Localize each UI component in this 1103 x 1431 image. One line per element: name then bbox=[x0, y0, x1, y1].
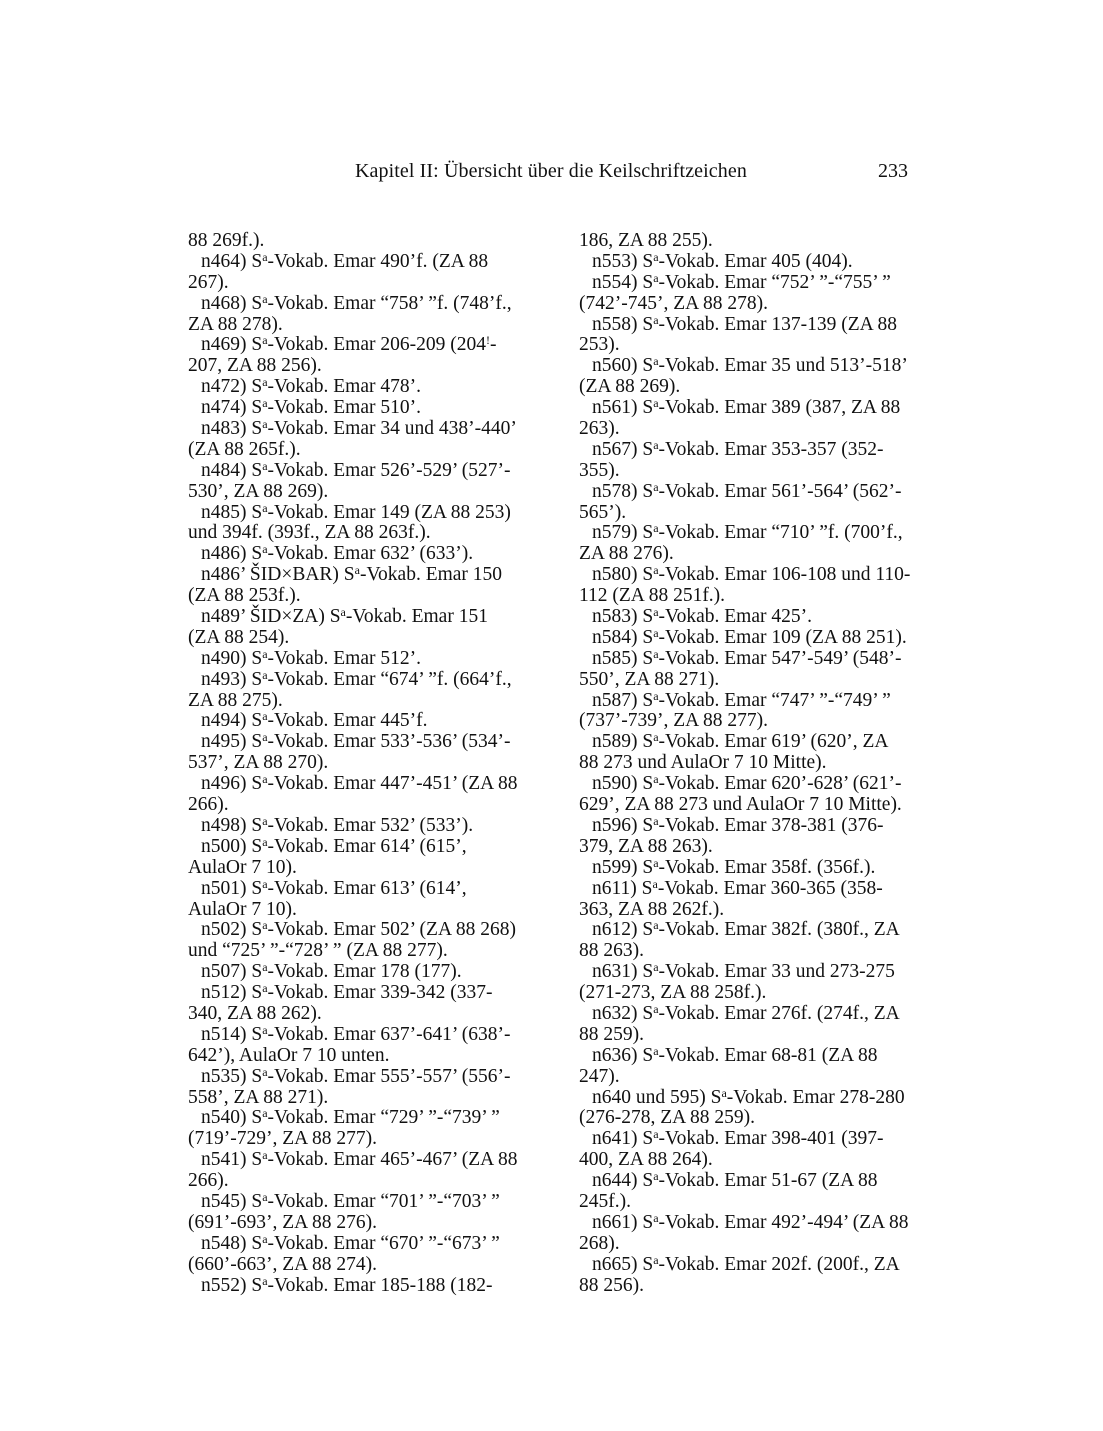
text-line: 266). bbox=[188, 1170, 229, 1192]
superscript: a bbox=[262, 458, 268, 473]
superscript: a bbox=[262, 834, 268, 849]
superscript: a bbox=[653, 563, 659, 578]
text-line: n596) $S^a$-Vokab. Emar 378-381 (376- bbox=[592, 813, 884, 836]
superscript: a bbox=[262, 667, 268, 682]
superscript: a bbox=[653, 437, 659, 452]
superscript: a bbox=[653, 605, 659, 620]
superscript: a bbox=[653, 1169, 659, 1184]
text-line: n501) $S^a$-Vokab. Emar 613’ (614’, bbox=[201, 876, 467, 899]
superscript: a bbox=[653, 918, 659, 933]
text-line: n560) $S^a$-Vokab. Emar 35 und 513’-518’ bbox=[592, 354, 908, 377]
superscript: a bbox=[262, 960, 268, 975]
text-line: n583) $S^a$-Vokab. Emar 425’. bbox=[592, 605, 812, 628]
superscript: a bbox=[262, 709, 268, 724]
text-line: (691’-693’, ZA 88 276). bbox=[188, 1211, 378, 1233]
superscript: a bbox=[653, 249, 659, 264]
superscript: a bbox=[653, 646, 659, 661]
text-line: n644) $S^a$-Vokab. Emar 51-67 (ZA 88 bbox=[592, 1169, 878, 1192]
superscript: a bbox=[354, 563, 360, 578]
superscript: a bbox=[340, 605, 346, 620]
superscript: a bbox=[653, 1210, 659, 1225]
superscript: a bbox=[262, 500, 268, 515]
text-line: n665) $S^a$-Vokab. Emar 202f. (200f., ZA bbox=[592, 1252, 900, 1275]
superscript: a bbox=[653, 960, 659, 975]
superscript: a bbox=[653, 1043, 659, 1058]
text-line: n490) $S^a$-Vokab. Emar 512’. bbox=[201, 646, 421, 669]
superscript: a bbox=[262, 1106, 268, 1121]
text-line: 88 269f.). bbox=[188, 230, 265, 251]
text-line: 88 256). bbox=[579, 1274, 644, 1296]
text-line: AulaOr 7 10). bbox=[188, 898, 297, 920]
text-line: 550’, ZA 88 271). bbox=[579, 668, 720, 690]
chapter-title: Kapitel II: Übersicht über die Keilschriftzeichen bbox=[355, 160, 747, 182]
text-line: n567) $S^a$-Vokab. Emar 353-357 (352- bbox=[592, 437, 884, 460]
right-column bbox=[579, 231, 929, 1296]
text-line: (ZA 88 265f.). bbox=[188, 438, 301, 460]
text-line: n554) $S^a$-Vokab. Emar “752’ ”-“755’ ” bbox=[592, 270, 891, 293]
superscript: a bbox=[262, 417, 268, 432]
text-line: n486) $S^a$-Vokab. Emar 632’ (633’). bbox=[201, 542, 474, 565]
superscript: a bbox=[262, 291, 268, 306]
superscript: a bbox=[653, 813, 659, 828]
superscript: a bbox=[653, 479, 659, 494]
text-line: 530’, ZA 88 269). bbox=[188, 480, 329, 502]
text-line: 355). bbox=[579, 459, 620, 481]
superscript: a bbox=[653, 354, 659, 369]
superscript: a bbox=[262, 876, 268, 891]
text-line: n472) $S^a$-Vokab. Emar 478’. bbox=[201, 375, 421, 398]
text-line: n485) $S^a$-Vokab. Emar 149 (ZA 88 253) bbox=[201, 500, 511, 523]
superscript: a bbox=[262, 1148, 268, 1163]
superscript: ! bbox=[485, 333, 490, 348]
text-line: 400, ZA 88 264). bbox=[579, 1149, 713, 1171]
text-line: 537’, ZA 88 270). bbox=[188, 752, 329, 774]
superscript: a bbox=[262, 813, 268, 828]
superscript: a bbox=[262, 1189, 268, 1204]
text-line: ZA 88 278). bbox=[188, 313, 283, 335]
superscript: a bbox=[262, 1064, 268, 1079]
text-line: n512) $S^a$-Vokab. Emar 339-342 (337- bbox=[201, 981, 493, 1004]
text-line: n541) $S^a$-Vokab. Emar 465’-467’ (ZA 88 bbox=[201, 1148, 518, 1171]
superscript: a bbox=[262, 1231, 268, 1246]
left-column bbox=[188, 231, 548, 1296]
superscript: a bbox=[653, 855, 659, 870]
text-line: n468) $S^a$-Vokab. Emar “758’ ”f. (748’f., bbox=[201, 291, 512, 314]
superscript: a bbox=[262, 396, 268, 411]
text-line: ZA 88 276). bbox=[579, 543, 674, 565]
superscript: a bbox=[262, 1273, 268, 1288]
text-line: 363, ZA 88 262f.). bbox=[579, 898, 725, 920]
text-line: 340, ZA 88 262). bbox=[188, 1002, 322, 1024]
text-line: 267). bbox=[188, 271, 229, 293]
text-line: n552) $S^a$-Vokab. Emar 185-188 (182- bbox=[201, 1273, 493, 1296]
text-line: n548) $S^a$-Vokab. Emar “670’ ”-“673’ ” bbox=[201, 1231, 500, 1254]
superscript: a bbox=[262, 981, 268, 996]
text-line: 88 273 und AulaOr 7 10 Mitte). bbox=[579, 752, 827, 774]
text-line: n584) $S^a$-Vokab. Emar 109 (ZA 88 251). bbox=[592, 625, 907, 648]
text-line: n589) $S^a$-Vokab. Emar 619’ (620’, ZA bbox=[592, 730, 889, 753]
text-line: n631) $S^a$-Vokab. Emar 33 und 273-275 bbox=[592, 960, 895, 983]
text-line: n545) $S^a$-Vokab. Emar “701’ ”-“703’ ” bbox=[201, 1189, 500, 1212]
text-line: (737’-739’, ZA 88 277). bbox=[579, 710, 769, 732]
superscript: a bbox=[653, 521, 659, 536]
text-line: und 394f. (393f., ZA 88 263f.). bbox=[188, 522, 431, 544]
text-line: n507) $S^a$-Vokab. Emar 178 (177). bbox=[201, 960, 462, 983]
text-line: und “725’ ”-“728’ ” (ZA 88 277). bbox=[188, 940, 448, 962]
superscript: a bbox=[262, 375, 268, 390]
text-line: n612) $S^a$-Vokab. Emar 382f. (380f., ZA bbox=[592, 918, 900, 941]
superscript: a bbox=[653, 312, 659, 327]
text-line: n495) $S^a$-Vokab. Emar 533’-536’ (534’- bbox=[201, 730, 511, 753]
text-line: n484) $S^a$-Vokab. Emar 526’-529’ (527’- bbox=[201, 458, 511, 481]
superscript: a bbox=[262, 772, 268, 787]
text-line: n496) $S^a$-Vokab. Emar 447’-451’ (ZA 88 bbox=[201, 772, 518, 795]
text-line: n587) $S^a$-Vokab. Emar “747’ ”-“749’ ” bbox=[592, 688, 891, 711]
text-line: 263). bbox=[579, 418, 620, 440]
text-line: n494) $S^a$-Vokab. Emar 445’f. bbox=[201, 709, 428, 732]
superscript: a bbox=[653, 1001, 659, 1016]
text-line: n599) $S^a$-Vokab. Emar 358f. (356f.). bbox=[592, 855, 876, 878]
text-line: 245f.). bbox=[579, 1190, 631, 1212]
text-line: n590) $S^a$-Vokab. Emar 620’-628’ (621’- bbox=[592, 772, 902, 795]
text-line: (276-278, ZA 88 259). bbox=[579, 1107, 756, 1129]
text-line: 565’). bbox=[579, 501, 627, 523]
superscript: a bbox=[262, 730, 268, 745]
text-line: 88 259). bbox=[579, 1023, 644, 1045]
text-line: n464) $S^a$-Vokab. Emar 490’f. (ZA 88 bbox=[201, 249, 489, 272]
text-line: (271-273, ZA 88 258f.). bbox=[579, 982, 767, 1004]
text-line: (ZA 88 269). bbox=[579, 376, 681, 398]
text-line: 379, ZA 88 263). bbox=[579, 835, 713, 857]
superscript: a bbox=[653, 625, 659, 640]
superscript: a bbox=[653, 730, 659, 745]
text-line: 207, ZA 88 256). bbox=[188, 355, 322, 377]
superscript: a bbox=[653, 396, 659, 411]
text-line: n500) $S^a$-Vokab. Emar 614’ (615’, bbox=[201, 834, 467, 857]
text-line: n636) $S^a$-Vokab. Emar 68-81 (ZA 88 bbox=[592, 1043, 878, 1066]
text-line: n661) $S^a$-Vokab. Emar 492’-494’ (ZA 88 bbox=[592, 1210, 909, 1233]
text-line: (ZA 88 253f.). bbox=[188, 585, 301, 607]
text-line: n535) $S^a$-Vokab. Emar 555’-557’ (556’- bbox=[201, 1064, 511, 1087]
text-line: n579) $S^a$-Vokab. Emar “710’ ”f. (700’f., bbox=[592, 521, 903, 544]
superscript: a bbox=[262, 333, 268, 348]
superscript: a bbox=[653, 772, 659, 787]
page-number: 233 bbox=[878, 160, 908, 182]
text-line: n632) $S^a$-Vokab. Emar 276f. (274f., ZA bbox=[592, 1001, 900, 1024]
text-line: AulaOr 7 10). bbox=[188, 856, 297, 878]
text-line: 266). bbox=[188, 794, 229, 816]
text-line: n483) $S^a$-Vokab. Emar 34 und 438’-440’ bbox=[201, 417, 517, 440]
text-line: n553) $S^a$-Vokab. Emar 405 (404). bbox=[592, 249, 853, 272]
text-line: n561) $S^a$-Vokab. Emar 389 (387, ZA 88 bbox=[592, 396, 901, 419]
text-line: 642’), AulaOr 7 10 unten. bbox=[188, 1044, 390, 1066]
text-line: 186, ZA 88 255). bbox=[579, 230, 713, 251]
superscript: a bbox=[262, 542, 268, 557]
text-line: 247). bbox=[579, 1065, 620, 1087]
superscript: a bbox=[653, 1127, 659, 1142]
superscript: a bbox=[653, 1252, 659, 1267]
text-line: n514) $S^a$-Vokab. Emar 637’-641’ (638’- bbox=[201, 1022, 511, 1045]
text-line: 629’, ZA 88 273 und AulaOr 7 10 Mitte). bbox=[579, 794, 902, 816]
text-line: n578) $S^a$-Vokab. Emar 561’-564’ (562’- bbox=[592, 479, 902, 502]
superscript: a bbox=[262, 918, 268, 933]
superscript: a bbox=[653, 688, 659, 703]
text-line: n585) $S^a$-Vokab. Emar 547’-549’ (548’- bbox=[592, 646, 902, 669]
superscript: a bbox=[262, 1022, 268, 1037]
text-line: (719’-729’, ZA 88 277). bbox=[188, 1128, 378, 1150]
text-line: 558’, ZA 88 271). bbox=[188, 1086, 329, 1108]
text-line: n493) $S^a$-Vokab. Emar “674’ ”f. (664’f., bbox=[201, 667, 512, 690]
superscript: a bbox=[721, 1085, 727, 1100]
text-line: 112 (ZA 88 251f.). bbox=[579, 585, 726, 607]
text-line: (ZA 88 254). bbox=[188, 626, 290, 648]
text-line: n498) $S^a$-Vokab. Emar 532’ (533’). bbox=[201, 813, 474, 836]
text-line: n469) $S^a$-Vokab. Emar 206-209 (204!- bbox=[201, 333, 497, 356]
superscript: a bbox=[652, 876, 658, 891]
superscript: a bbox=[653, 270, 659, 285]
superscript: a bbox=[262, 249, 268, 264]
text-line: 268). bbox=[579, 1232, 620, 1254]
text-line: n580) $S^a$-Vokab. Emar 106-108 und 110- bbox=[592, 563, 911, 586]
text-line: n474) $S^a$-Vokab. Emar 510’. bbox=[201, 396, 421, 419]
text-line: n489’ ŠID×ZA) $S^a$-Vokab. Emar 151 bbox=[201, 605, 488, 628]
text-line: 88 263). bbox=[579, 940, 644, 962]
text-line: (742’-745’, ZA 88 278). bbox=[579, 292, 769, 314]
text-line: n640 und 595) $S^a$-Vokab. Emar 278-280 bbox=[592, 1085, 905, 1108]
running-header bbox=[0, 160, 1103, 190]
text-line: n486’ ŠID×BAR) $S^a$-Vokab. Emar 150 bbox=[201, 563, 503, 586]
superscript: a bbox=[262, 646, 268, 661]
text-line: n540) $S^a$-Vokab. Emar “729’ ”-“739’ ” bbox=[201, 1106, 500, 1129]
text-line: (660’-663’, ZA 88 274). bbox=[188, 1253, 378, 1275]
text-line: 253). bbox=[579, 334, 620, 356]
text-line: n558) $S^a$-Vokab. Emar 137-139 (ZA 88 bbox=[592, 312, 898, 335]
text-line: n641) $S^a$-Vokab. Emar 398-401 (397- bbox=[592, 1127, 884, 1150]
text-line: ZA 88 275). bbox=[188, 689, 283, 711]
text-line: n611) $S^a$-Vokab. Emar 360-365 (358- bbox=[592, 876, 883, 899]
text-line: n502) $S^a$-Vokab. Emar 502’ (ZA 88 268) bbox=[201, 918, 516, 941]
